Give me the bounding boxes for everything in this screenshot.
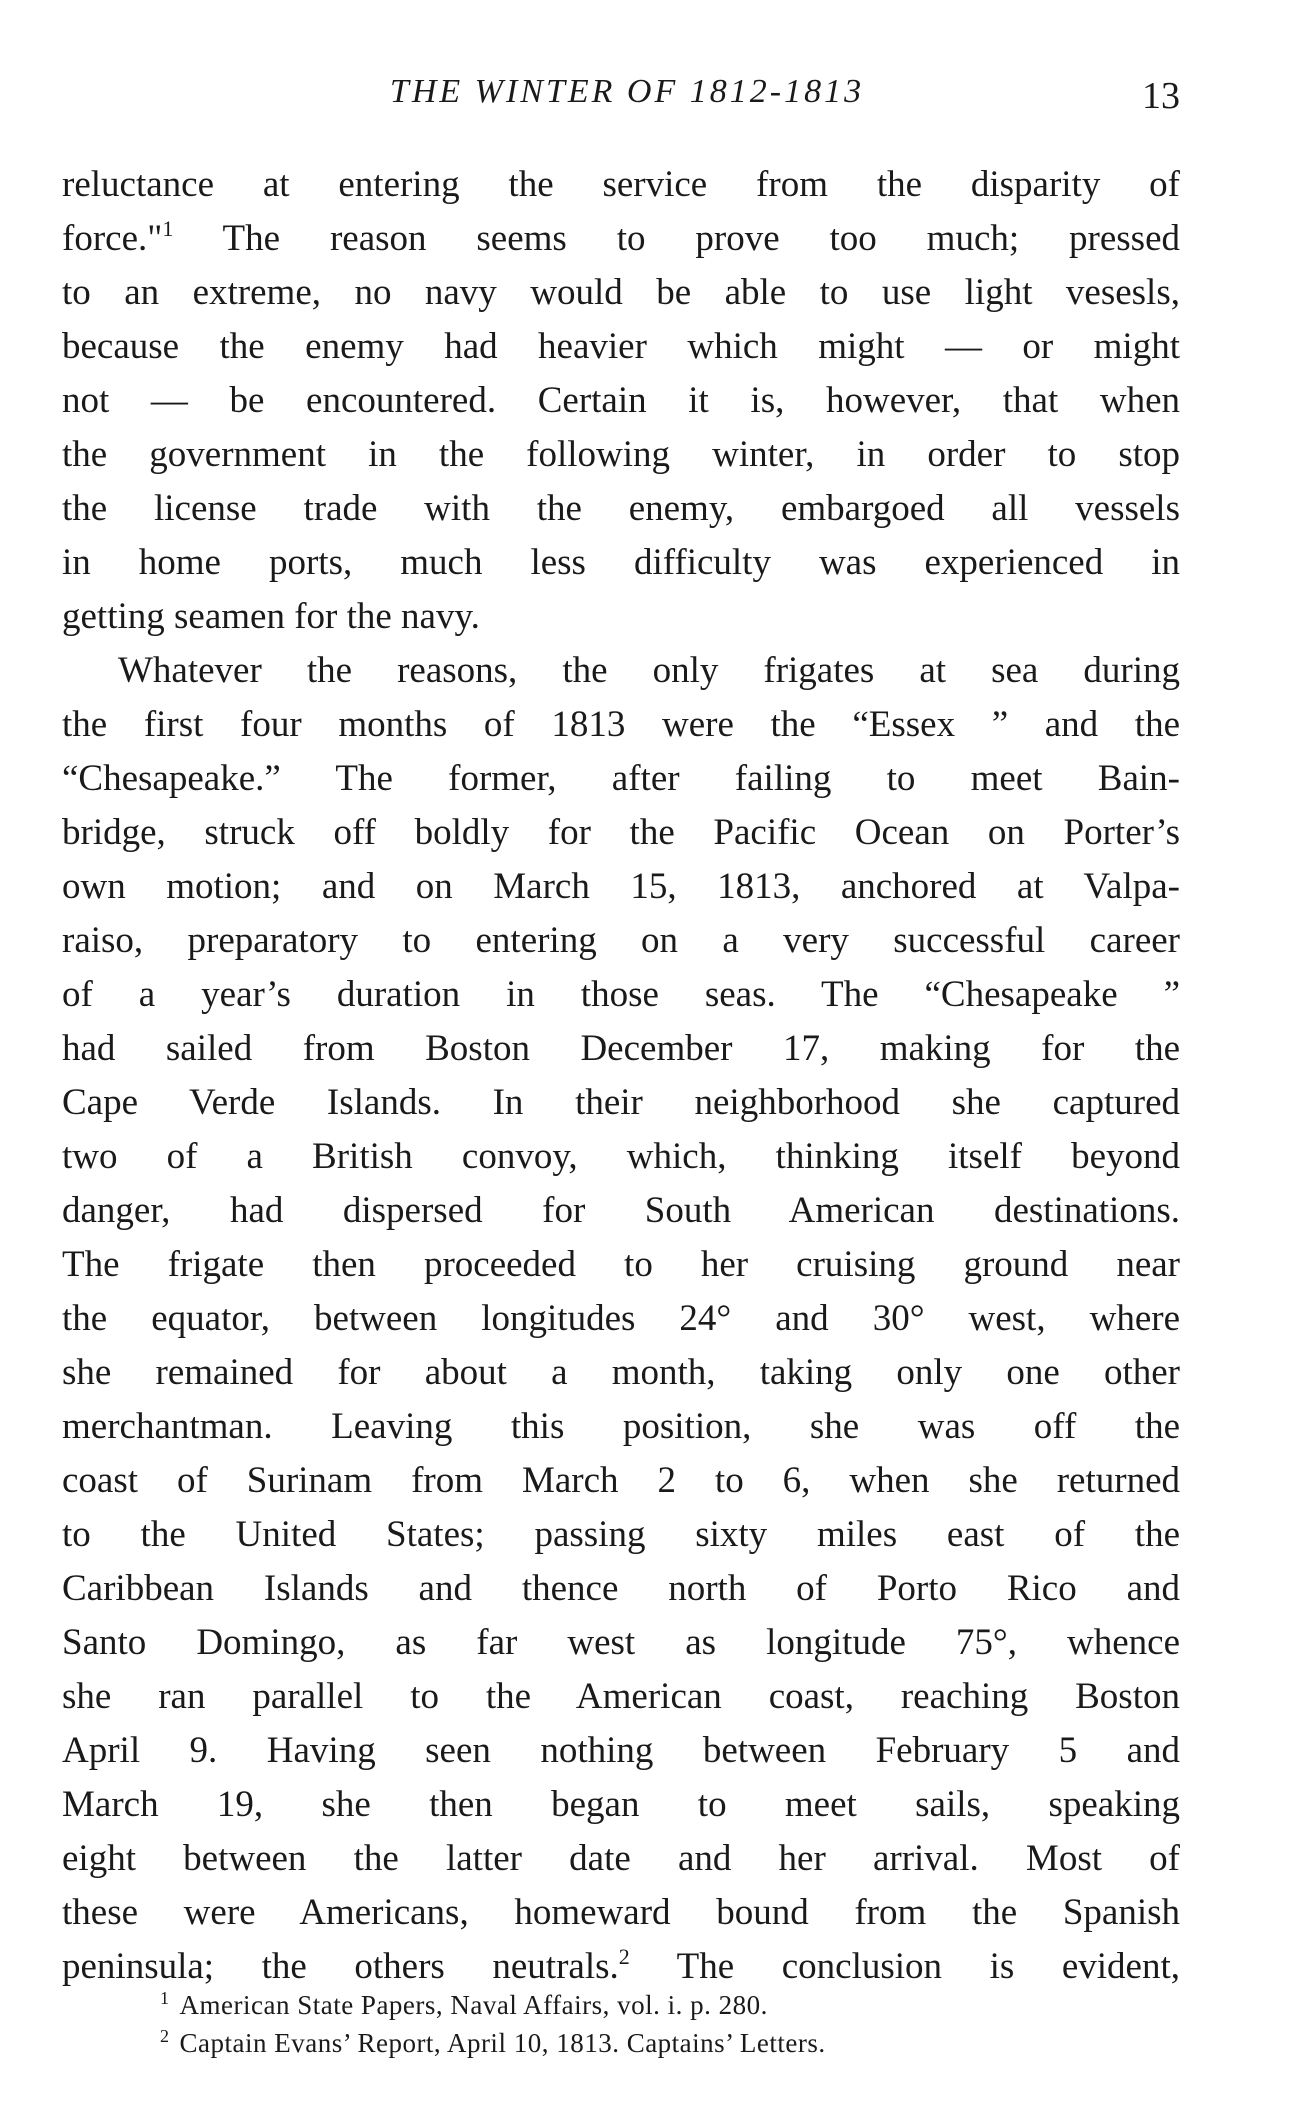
line-text: Cape Verde Islands. In their neighborhood she captured [62, 1082, 1180, 1123]
line-text: March 19, she then began to meet sails, speaking [62, 1784, 1180, 1825]
line-text: danger, had dispersed for South American destinations. [62, 1190, 1180, 1231]
text-line [62, 806, 1180, 860]
line-text: getting seamen for the navy. [62, 596, 480, 637]
line-text: reluctance at entering the service from the disparity of [62, 164, 1180, 205]
line-text: in home ports, much less difficulty was experienced in [62, 542, 1180, 583]
footnote-reference: 2 [618, 1944, 630, 1969]
footnote-1 [160, 1986, 1160, 2024]
text-line [62, 1400, 1180, 1454]
line-text: merchantman. Leaving this position, she was off the [62, 1406, 1180, 1447]
line-text: not — be encountered. Certain it is, however, that when [62, 380, 1180, 421]
text-line [62, 914, 1180, 968]
text-line [62, 1076, 1180, 1130]
line-text: bridge, struck off boldly for the Pacific Ocean on Porter’s [62, 812, 1180, 853]
paragraph [62, 644, 1180, 1994]
text-line [62, 1238, 1180, 1292]
text-line [62, 1670, 1180, 1724]
line-text: she remained for about a month, taking only one other [62, 1352, 1180, 1393]
body-text [62, 158, 1180, 1994]
line-text: Santo Domingo, as far west as longitude 75°, whence [62, 1622, 1180, 1663]
text-line [62, 482, 1180, 536]
page-number: 13 [1142, 75, 1180, 117]
text-line [62, 374, 1180, 428]
text-line [62, 1886, 1180, 1940]
line-text: The frigate then proceeded to her cruising ground near [62, 1244, 1180, 1285]
text-line [62, 752, 1180, 806]
footnote-text: Captain Evans’ Report, April 10, 1813. Captains’ Letters. [179, 2028, 826, 2058]
line-text: raiso, preparatory to entering on a very successful career [62, 920, 1180, 961]
text-line [62, 1616, 1180, 1670]
line-text: eight between the latter date and her arrival. Most of [62, 1838, 1180, 1879]
text-line [62, 1292, 1180, 1346]
line-text: The conclusion is evident, [629, 1946, 1180, 1987]
paragraph [62, 158, 1180, 644]
line-text: to the United States; passing sixty miles east of the [62, 1514, 1180, 1555]
text-line [62, 1778, 1180, 1832]
text-line [62, 860, 1180, 914]
text-line [62, 266, 1180, 320]
text-line [62, 428, 1180, 482]
text-line [62, 1562, 1180, 1616]
footnote-2 [160, 2024, 1160, 2062]
line-text: coast of Surinam from March 2 to 6, when she returned [62, 1460, 1180, 1501]
text-line [62, 1832, 1180, 1886]
line-text: she ran parallel to the American coast, reaching Boston [62, 1676, 1180, 1717]
text-line [62, 320, 1180, 374]
text-line [62, 644, 1180, 698]
line-text: force." [62, 218, 163, 259]
line-text: the equator, between longitudes 24° and 30° west, where [62, 1298, 1180, 1339]
text-line [62, 158, 1180, 212]
text-line [62, 1508, 1180, 1562]
line-text: The reason seems to prove too much; pressed [173, 218, 1180, 259]
footnote-marker: 1 [160, 1988, 170, 2008]
line-text: two of a British convoy, which, thinking itself beyond [62, 1136, 1180, 1177]
line-text: April 9. Having seen nothing between February 5 and [62, 1730, 1180, 1771]
text-line [62, 590, 1180, 644]
text-line [62, 536, 1180, 590]
line-text: Whatever the reasons, the only frigates at sea during [118, 650, 1180, 691]
footnotes [160, 1986, 1160, 2062]
line-text: the license trade with the enemy, embargoed all vessels [62, 488, 1180, 529]
line-text: peninsula; the others neutrals. [62, 1946, 619, 1987]
text-line [62, 212, 1180, 266]
text-line [62, 968, 1180, 1022]
running-title: THE WINTER OF 1812-1813 [389, 73, 865, 110]
line-text: own motion; and on March 15, 1813, anchored at Valpa- [62, 866, 1180, 907]
line-text: to an extreme, no navy would be able to use light vesesls, [62, 272, 1180, 313]
running-head [62, 64, 1192, 124]
text-line [62, 1022, 1180, 1076]
line-text: “Chesapeake.” The former, after failing to meet Bain- [62, 758, 1180, 799]
footnote-reference: 1 [162, 216, 174, 241]
line-text: these were Americans, homeward bound from the Spanish [62, 1892, 1180, 1933]
text-line [62, 1724, 1180, 1778]
line-text: of a year’s duration in those seas. The “Chesapeake ” [62, 974, 1180, 1015]
line-text: the first four months of 1813 were the “Essex ” and the [62, 704, 1180, 745]
text-line [62, 1454, 1180, 1508]
line-text: because the enemy had heavier which might — or might [62, 326, 1180, 367]
footnote-marker: 2 [160, 2026, 170, 2046]
text-line [62, 1346, 1180, 1400]
text-line [62, 1130, 1180, 1184]
text-line [62, 1184, 1180, 1238]
line-text: Caribbean Islands and thence north of Porto Rico and [62, 1568, 1180, 1609]
footnote-text: American State Papers, Naval Affairs, vol. i. p. 280. [179, 1990, 768, 2020]
text-line [62, 698, 1180, 752]
line-text: had sailed from Boston December 17, making for the [62, 1028, 1180, 1069]
line-text: the government in the following winter, in order to stop [62, 434, 1180, 475]
